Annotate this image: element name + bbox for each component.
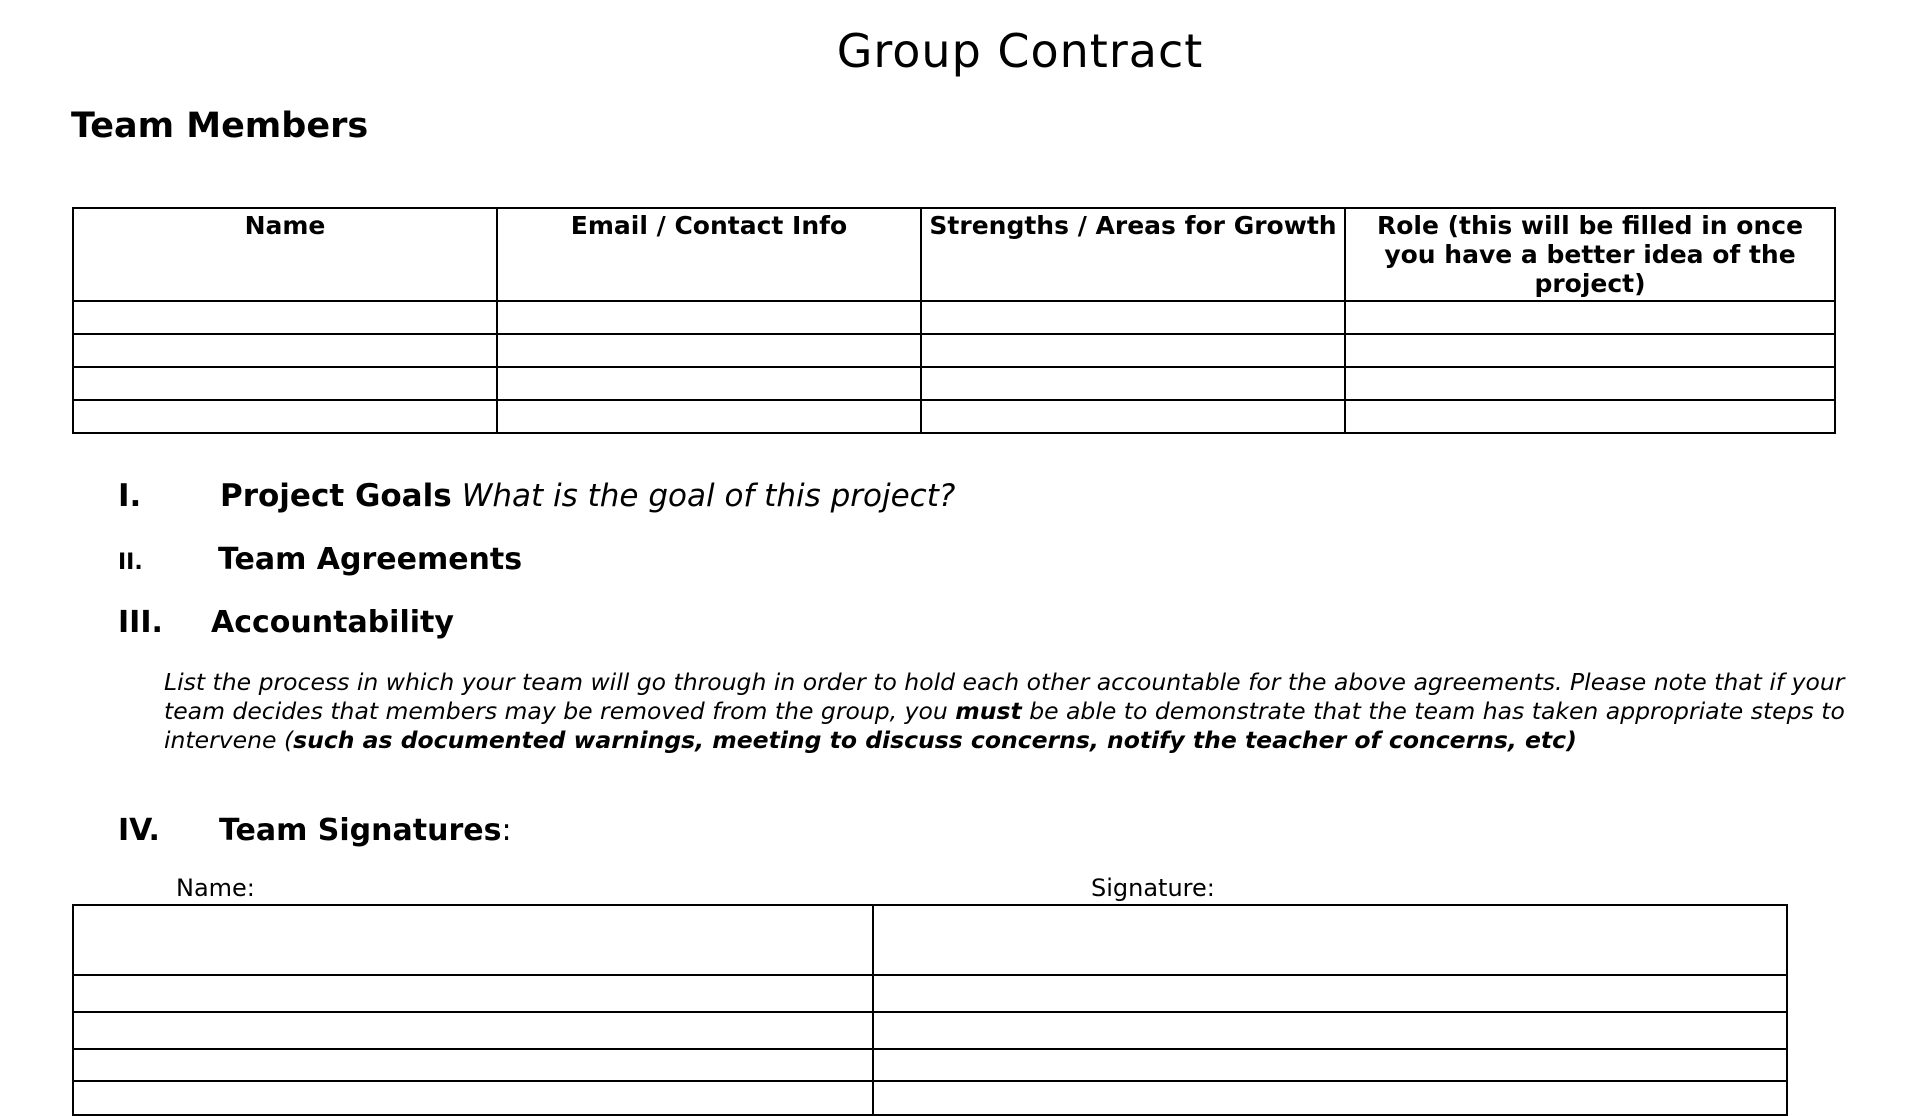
accountability-instructions xyxy=(164,668,1874,755)
table-cell[interactable] xyxy=(73,301,497,334)
section-numeral: IV. xyxy=(118,813,160,848)
section-numeral: II. xyxy=(118,550,143,575)
table-cell[interactable] xyxy=(73,1081,873,1115)
instructions-text: be able to demonstrate that the team has taken appropriate steps to intervene ( xyxy=(164,697,1845,754)
table-cell[interactable] xyxy=(497,334,921,367)
page-title: Group Contract xyxy=(836,24,1204,78)
section-label: Accountability xyxy=(211,605,454,640)
table-cell[interactable] xyxy=(921,301,1345,334)
table-cell[interactable] xyxy=(873,975,1787,1012)
table-cell[interactable] xyxy=(73,1012,873,1049)
instructions-text: List the process in which your team will go through in order to hold each other accountable for the above agreements. Please note that if your team decides that members may be removed from the group, you xyxy=(164,668,1845,725)
table-row xyxy=(73,1049,1787,1081)
table-row xyxy=(73,905,1787,975)
section-label: Project Goals xyxy=(220,478,452,514)
table-cell[interactable] xyxy=(921,334,1345,367)
table-cell[interactable] xyxy=(873,1012,1787,1049)
signatures-table xyxy=(72,904,1788,1116)
signature-name-header: Name: xyxy=(176,874,255,902)
table-row xyxy=(73,1012,1787,1049)
table-cell[interactable] xyxy=(73,975,873,1012)
section-label: Team Agreements xyxy=(218,542,523,577)
table-cell[interactable] xyxy=(873,905,1787,975)
team-members-heading: Team Members xyxy=(71,106,369,146)
table-row xyxy=(73,334,1835,367)
table-cell[interactable] xyxy=(873,1081,1787,1115)
table-row xyxy=(73,975,1787,1012)
table-row xyxy=(73,400,1835,433)
team-members-table xyxy=(72,207,1836,434)
table-cell[interactable] xyxy=(73,367,497,400)
table-cell[interactable] xyxy=(921,367,1345,400)
section-suffix: : xyxy=(501,813,512,848)
column-header-role: Role (this will be filled in once you have a better idea of the project) xyxy=(1345,208,1835,301)
column-header-email: Email / Contact Info xyxy=(497,208,921,301)
table-cell[interactable] xyxy=(73,400,497,433)
table-cell[interactable] xyxy=(921,400,1345,433)
table-cell[interactable] xyxy=(1345,400,1835,433)
section-label: Team Signatures xyxy=(219,813,502,848)
table-cell[interactable] xyxy=(73,1049,873,1081)
instructions-emphasis: must xyxy=(955,697,1022,725)
section-project-goals xyxy=(118,478,955,514)
table-cell[interactable] xyxy=(1345,334,1835,367)
section-numeral: III. xyxy=(118,605,163,640)
table-cell[interactable] xyxy=(73,334,497,367)
table-row xyxy=(73,1081,1787,1115)
table-row xyxy=(73,367,1835,400)
section-accountability xyxy=(118,605,454,640)
table-cell[interactable] xyxy=(1345,301,1835,334)
section-numeral: I. xyxy=(118,478,142,514)
table-header-row xyxy=(73,208,1835,301)
table-cell[interactable] xyxy=(873,1049,1787,1081)
section-team-agreements xyxy=(118,542,522,577)
section-team-signatures xyxy=(118,813,512,848)
table-cell[interactable] xyxy=(1345,367,1835,400)
column-header-name: Name xyxy=(73,208,497,301)
table-cell[interactable] xyxy=(73,905,873,975)
table-cell[interactable] xyxy=(497,301,921,334)
section-prompt: What is the goal of this project? xyxy=(461,478,956,514)
column-header-strengths: Strengths / Areas for Growth xyxy=(921,208,1345,301)
instructions-emphasis: such as documented warnings, meeting to discuss concerns, notify the teacher of concerns, etc) xyxy=(293,726,1577,754)
signature-signature-header: Signature: xyxy=(1091,874,1215,902)
table-cell[interactable] xyxy=(497,400,921,433)
table-cell[interactable] xyxy=(497,367,921,400)
table-row xyxy=(73,301,1835,334)
